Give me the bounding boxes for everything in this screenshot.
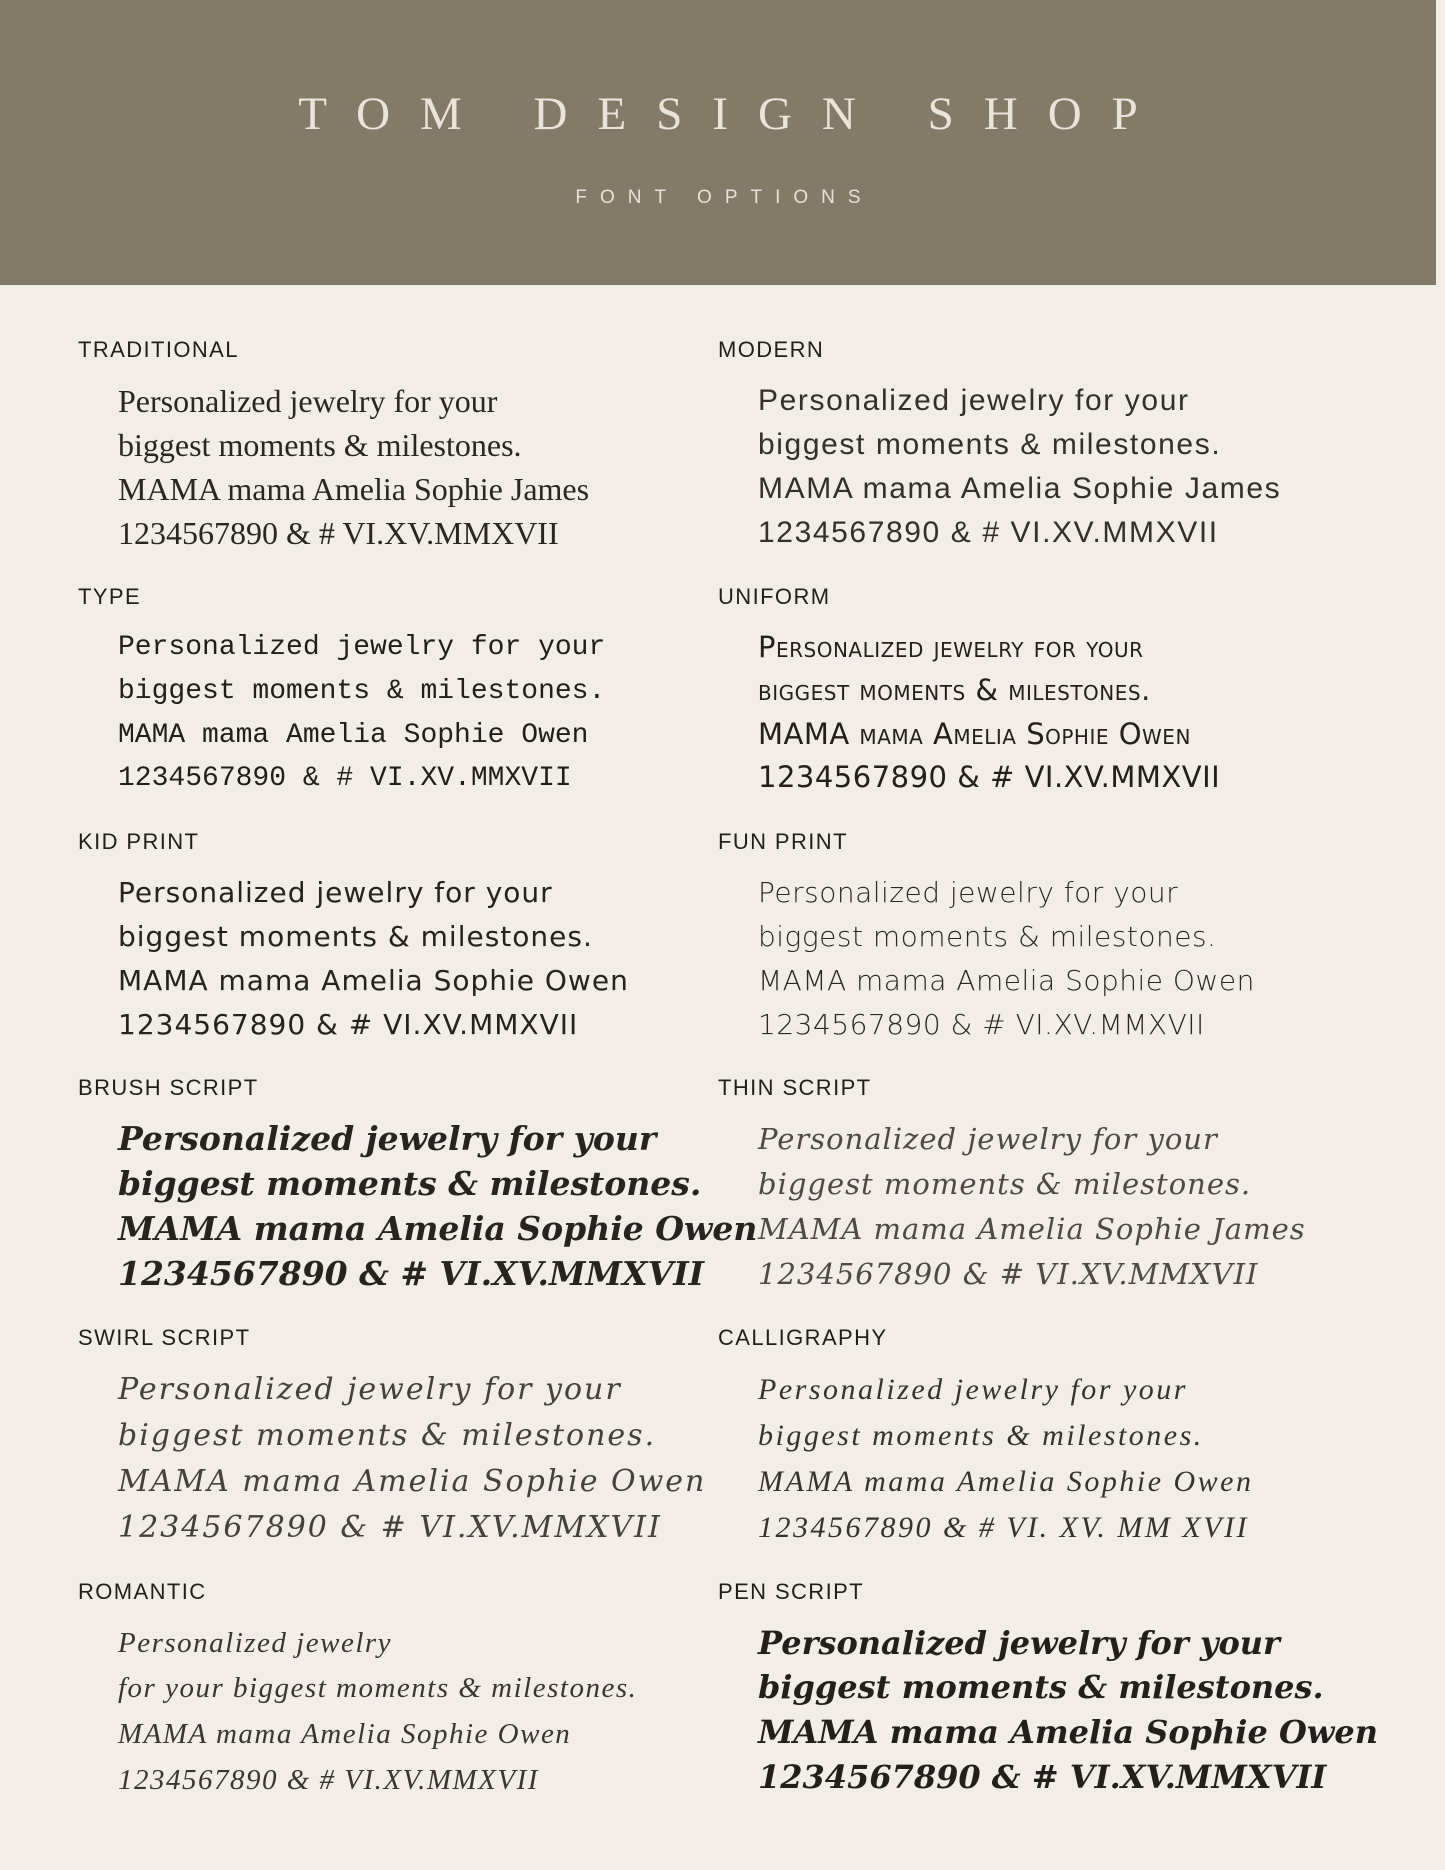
font-section-traditional <box>78 337 718 556</box>
font-sample <box>118 871 718 1047</box>
sample-line: biggest moments & milestones. <box>118 1164 702 1204</box>
sample-line: biggest moments & milestones. <box>758 1167 1252 1202</box>
font-label: MODERN <box>718 337 825 362</box>
font-sample <box>118 1367 718 1551</box>
sample-line: Personalized jewelry for your <box>118 1119 657 1159</box>
font-label: CALLIGRAPHY <box>718 1325 888 1350</box>
sample-line: Personalized jewelry for your <box>118 631 606 663</box>
sample-line: biggest moments & milestones. <box>118 675 606 707</box>
font-label: SWIRL SCRIPT <box>78 1325 251 1350</box>
sample-line: 1234567890 & # VI.XV.MMXVII <box>118 515 559 552</box>
font-section-modern <box>718 337 1435 556</box>
sample-line: 1234567890 & # VI.XV.MMXVII <box>118 1253 705 1293</box>
font-sample <box>118 1621 718 1804</box>
sample-line: Personalized jewelry for your <box>118 876 553 910</box>
page-subtitle: FONT OPTIONS <box>575 186 874 208</box>
sample-line: MAMA mama Amelia Sophie Owen <box>118 1209 758 1248</box>
font-sample <box>758 1621 1435 1800</box>
font-label: PEN SCRIPT <box>718 1578 865 1604</box>
sample-line: biggest moments & milestones. <box>758 920 1217 954</box>
sample-line: Personalized jewelry for your <box>758 384 1190 417</box>
page-title: TOM DESIGN SHOP <box>298 87 1168 140</box>
sample-line: MAMA mama Amelia Sophie Owen <box>118 1463 707 1499</box>
font-sample <box>118 626 718 802</box>
font-sample <box>758 626 1435 800</box>
sample-line: MAMA mama Amelia Sophie James <box>118 471 590 508</box>
font-label: THIN SCRIPT <box>718 1075 872 1101</box>
sample-line: MAMA mama Amelia Sophie Owen <box>758 1713 1378 1752</box>
header-banner <box>0 0 1436 285</box>
sample-line: Personalized jewelry for your <box>118 383 498 419</box>
font-label: BRUSH SCRIPT <box>78 1075 259 1101</box>
sample-line: 1234567890 & # VI.XV.MMXVII <box>758 1257 1259 1292</box>
sample-line: 1234567890 & # VI.XV.MMXVII <box>118 1008 579 1042</box>
sample-line: 1234567890 & # VI.XV.MMXVII <box>758 1008 1205 1042</box>
sample-line: 1234567890 & # VI.XV.MMXVII <box>118 1764 539 1796</box>
sample-line: for your biggest moments & milestones. <box>118 1672 638 1705</box>
sample-line: 1234567890 & # VI.XV.MMXVII <box>758 1757 1327 1796</box>
font-sample <box>118 379 718 556</box>
sample-line: biggest moments & milestones. <box>118 427 522 464</box>
sample-line: biggest moments & milestones. <box>118 1417 657 1453</box>
font-section-thin-script <box>718 1075 1435 1297</box>
font-sample <box>758 379 1435 555</box>
font-section-romantic <box>78 1579 718 1804</box>
sample-line: Personalized jewelry for your <box>758 1373 1188 1406</box>
sample-line: Personalized jewelry for your <box>758 876 1179 910</box>
font-section-brush-script <box>78 1075 758 1297</box>
sample-line: Personalized jewelry for your <box>758 629 1144 664</box>
font-label: UNIFORM <box>718 583 831 609</box>
sample-line: 1234567890 & # VI.XV.MMXVII <box>758 516 1219 550</box>
font-section-fun-print <box>718 829 1435 1047</box>
sample-line: biggest moments & milestones. <box>118 920 593 954</box>
sample-line: biggest moments & milestones. <box>758 1668 1324 1707</box>
font-sample <box>758 871 1435 1047</box>
sample-line: MAMA mama Amelia Sophie Owen <box>118 964 629 998</box>
sample-line: 1234567890 & # VI.XV.MMXVII <box>118 763 572 795</box>
font-section-uniform <box>718 584 1435 802</box>
font-section-type <box>78 584 718 802</box>
sample-line: biggest moments & milestones. <box>758 673 1151 708</box>
sample-line: 1234567890 & # VI.XV.MMXVII <box>758 760 1221 795</box>
sample-line: MAMA mama Amelia Sophie Owen <box>118 719 589 751</box>
font-section-swirl-script <box>78 1325 718 1551</box>
sample-line: MAMA mama Amelia Sophie James <box>758 1212 1306 1247</box>
sample-line: MAMA mama Amelia Sophie Owen <box>758 1464 1254 1498</box>
sample-line: MAMA mama Amelia Sophie James <box>758 472 1282 506</box>
font-sample <box>758 1367 1435 1551</box>
font-label: TYPE <box>78 583 142 609</box>
font-section-kid-print <box>78 829 718 1047</box>
sample-line: biggest moments & milestones. <box>758 1418 1204 1452</box>
sample-line: MAMA mama Amelia Sophie Owen <box>118 1718 572 1751</box>
font-section-pen-script <box>718 1579 1435 1804</box>
sample-line: Personalized jewelry <box>118 1626 393 1659</box>
sample-line: 1234567890 & # VI.XV.MMXVII <box>118 1509 662 1545</box>
font-label: FUN PRINT <box>718 829 848 855</box>
font-label: KID PRINT <box>78 829 200 855</box>
font-section-calligraphy <box>718 1325 1435 1551</box>
font-samples-grid <box>0 285 1445 1832</box>
sample-line: Personalized jewelry for your <box>118 1372 622 1407</box>
font-sample <box>758 1117 1435 1297</box>
sample-line: 1234567890 & # VI. XV. MM XVII <box>758 1510 1250 1544</box>
font-label: ROMANTIC <box>78 1578 207 1604</box>
font-label: TRADITIONAL <box>78 337 239 362</box>
font-sample <box>118 1117 758 1297</box>
sample-line: Personalized jewelry for your <box>758 1122 1218 1157</box>
sample-line: MAMA mama Amelia Sophie Owen <box>758 716 1191 751</box>
sample-line: biggest moments & milestones. <box>758 428 1222 462</box>
sample-line: MAMA mama Amelia Sophie Owen <box>758 964 1255 998</box>
sample-line: Personalized jewelry for your <box>758 1623 1280 1662</box>
